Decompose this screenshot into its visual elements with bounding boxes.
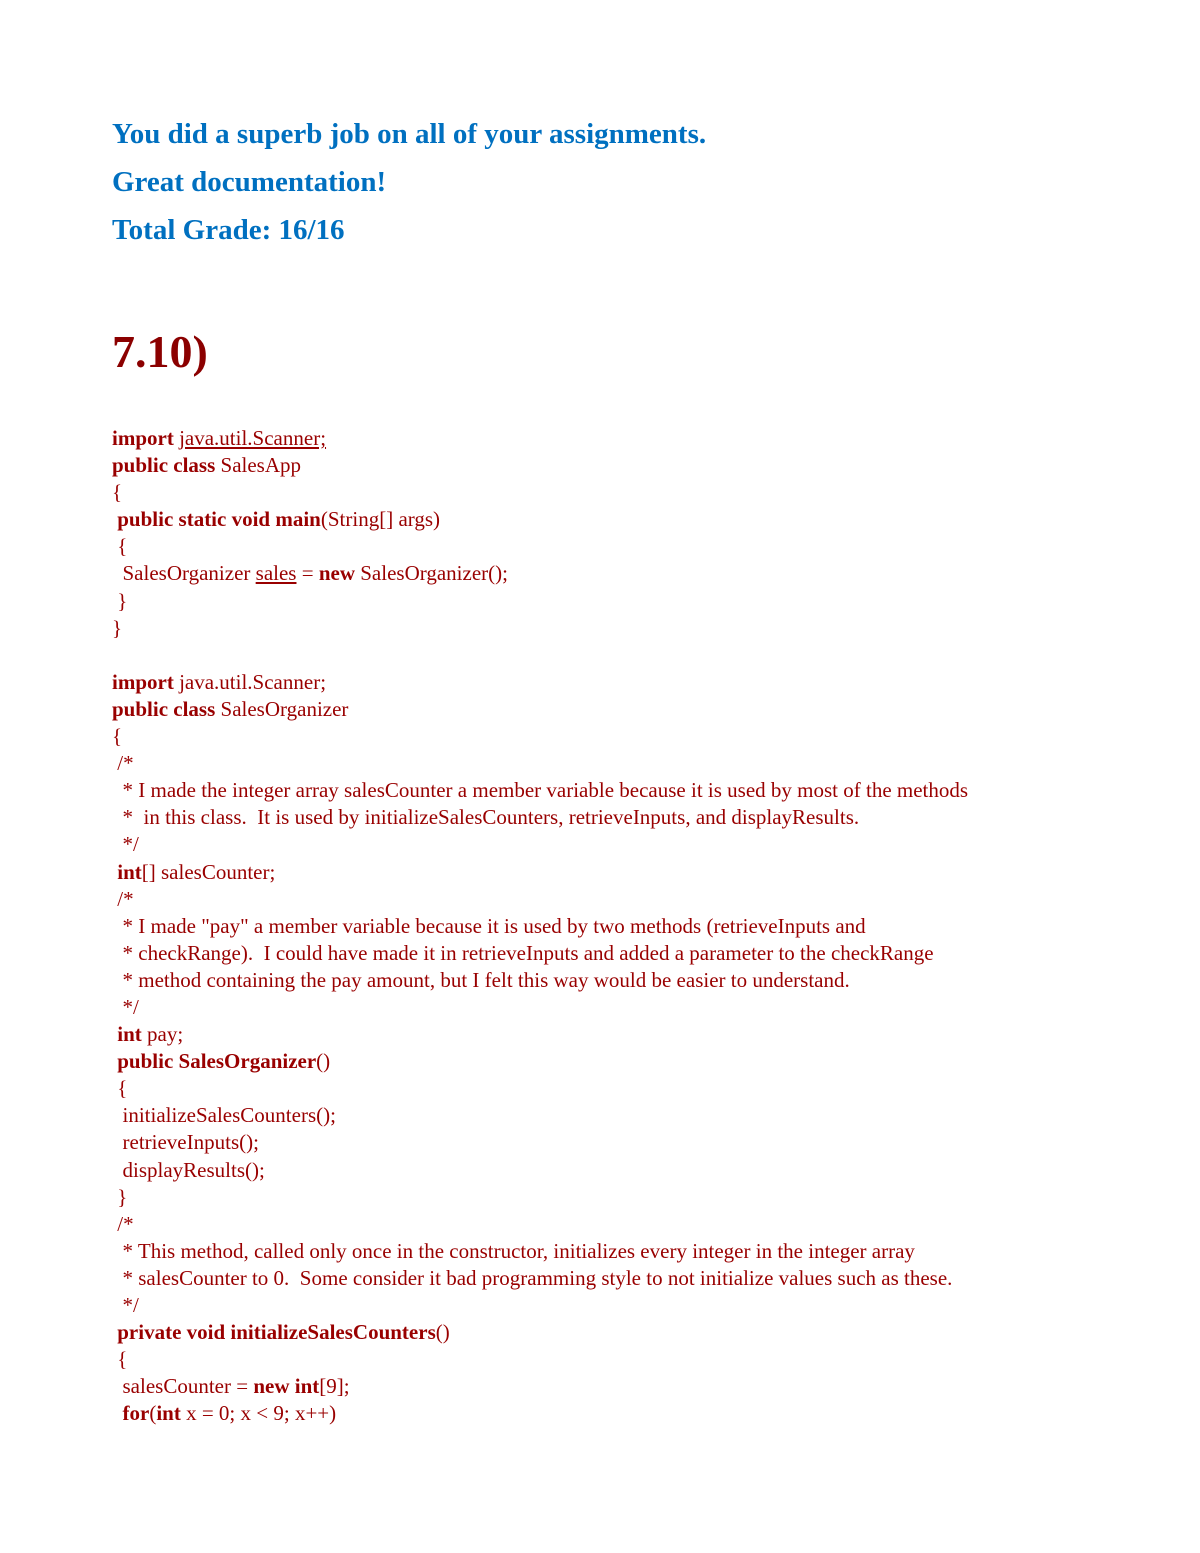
brace: }	[117, 588, 128, 613]
keyword: int	[117, 859, 142, 884]
code-line	[112, 886, 1172, 913]
method-params: (String[] args)	[320, 507, 441, 532]
import-package: java.util.Scanner;	[179, 426, 327, 450]
code-line	[112, 506, 1172, 533]
method-call: displayResults();	[122, 1157, 265, 1182]
code-line	[112, 804, 1172, 831]
code-line	[112, 913, 1172, 940]
method-call: retrieveInputs();	[122, 1130, 259, 1155]
comment: * method containing the pay amount, but I felt this way would be easier to understand.	[122, 967, 850, 992]
code-line	[112, 1265, 1172, 1292]
brace: {	[117, 1347, 128, 1372]
code-line	[112, 1021, 1172, 1048]
keyword: public class	[112, 696, 216, 721]
code-line	[112, 831, 1172, 858]
comment: */	[122, 1293, 139, 1317]
code-line	[112, 533, 1172, 560]
keyword: int	[294, 1374, 320, 1399]
brace: {	[112, 724, 123, 749]
keyword: for	[122, 1401, 150, 1426]
comment: * in this class. It is used by initializeSalesCounters, retrieveInputs, and displayResults.	[122, 805, 860, 830]
comment: * I made "pay" a member variable because it is used by two methods (retrieveInputs and	[122, 913, 866, 938]
code-line	[112, 615, 1172, 642]
loop-header: x = 0; x < 9; x++)	[186, 1401, 337, 1426]
brace: }	[117, 1184, 128, 1209]
keyword: new	[253, 1374, 290, 1399]
constructor-call: SalesOrganizer();	[360, 561, 508, 586]
operator: =	[296, 561, 319, 586]
code-line	[112, 967, 1172, 994]
paren: (	[149, 1401, 157, 1426]
feedback-documentation: Great documentation!	[112, 166, 387, 198]
code-line	[112, 1238, 1172, 1265]
brace: {	[117, 1076, 128, 1101]
keyword: int	[117, 1022, 142, 1047]
code-line	[112, 1373, 1172, 1400]
comment: /*	[117, 751, 134, 776]
code-line	[112, 994, 1172, 1021]
keyword: int	[156, 1401, 181, 1426]
grader-feedback	[112, 110, 706, 254]
code-line	[112, 560, 1172, 587]
brace: {	[112, 480, 123, 505]
code-line	[112, 1157, 1172, 1184]
code-line	[112, 479, 1172, 506]
code-line	[112, 1400, 1172, 1427]
code-line	[112, 859, 1172, 886]
declaration: [] salesCounter;	[141, 859, 276, 884]
code-line	[112, 1075, 1172, 1102]
method-params: ()	[316, 1049, 331, 1074]
variable-name: sales	[255, 561, 297, 586]
code-line	[112, 452, 1172, 479]
comment: /*	[117, 1211, 134, 1236]
feedback-total-grade: Total Grade: 16/16	[112, 214, 345, 246]
declaration: pay;	[147, 1022, 184, 1047]
code-line	[112, 1292, 1172, 1319]
code-line	[112, 1129, 1172, 1156]
method-params: ()	[435, 1320, 450, 1345]
code-listing	[112, 425, 1172, 1427]
code-line	[112, 669, 1172, 696]
class-name: SalesApp	[220, 453, 302, 478]
comment: * checkRange). I could have made it in retrieveInputs and added a parameter to the checkRange	[122, 940, 934, 965]
brace: {	[117, 534, 128, 559]
code-line	[112, 1319, 1172, 1346]
code-line	[112, 1102, 1172, 1129]
comment: /*	[117, 886, 134, 911]
comment: * salesCounter to 0. Some consider it bad programming style to not initialize values such as these.	[122, 1265, 953, 1290]
code-line	[112, 723, 1172, 750]
exercise-heading: 7.10)	[112, 326, 208, 377]
assignment: salesCounter =	[122, 1374, 254, 1399]
keyword: import	[112, 426, 174, 450]
code-line	[112, 1211, 1172, 1238]
code-line	[112, 588, 1172, 615]
code-line-blank	[112, 642, 1172, 669]
keyword: public static void main	[117, 507, 321, 532]
code-line	[112, 696, 1172, 723]
code-line	[112, 940, 1172, 967]
keyword: private void initializeSalesCounters	[117, 1320, 436, 1345]
code-line	[112, 1048, 1172, 1075]
brace: }	[112, 615, 123, 640]
method-call: initializeSalesCounters();	[122, 1103, 336, 1128]
array-size: [9];	[319, 1374, 350, 1399]
keyword: public SalesOrganizer	[117, 1049, 317, 1074]
feedback-praise: You did a superb job on all of your assignments.	[112, 118, 707, 150]
code-line	[112, 1346, 1172, 1373]
code-line	[112, 425, 1172, 452]
code-line	[112, 1184, 1172, 1211]
comment: */	[122, 994, 139, 1019]
comment: * I made the integer array salesCounter a member variable because it is used by most of the methods	[122, 778, 969, 803]
keyword: import	[112, 669, 174, 694]
import-package: java.util.Scanner;	[179, 669, 327, 694]
type-name: SalesOrganizer	[122, 561, 251, 586]
keyword: new	[318, 561, 355, 586]
comment: * This method, called only once in the constructor, initializes every integer in the integer array	[122, 1238, 915, 1263]
code-line	[112, 750, 1172, 777]
code-line	[112, 777, 1172, 804]
class-name: SalesOrganizer	[220, 696, 349, 721]
keyword: public class	[112, 453, 216, 478]
comment: */	[122, 832, 139, 857]
